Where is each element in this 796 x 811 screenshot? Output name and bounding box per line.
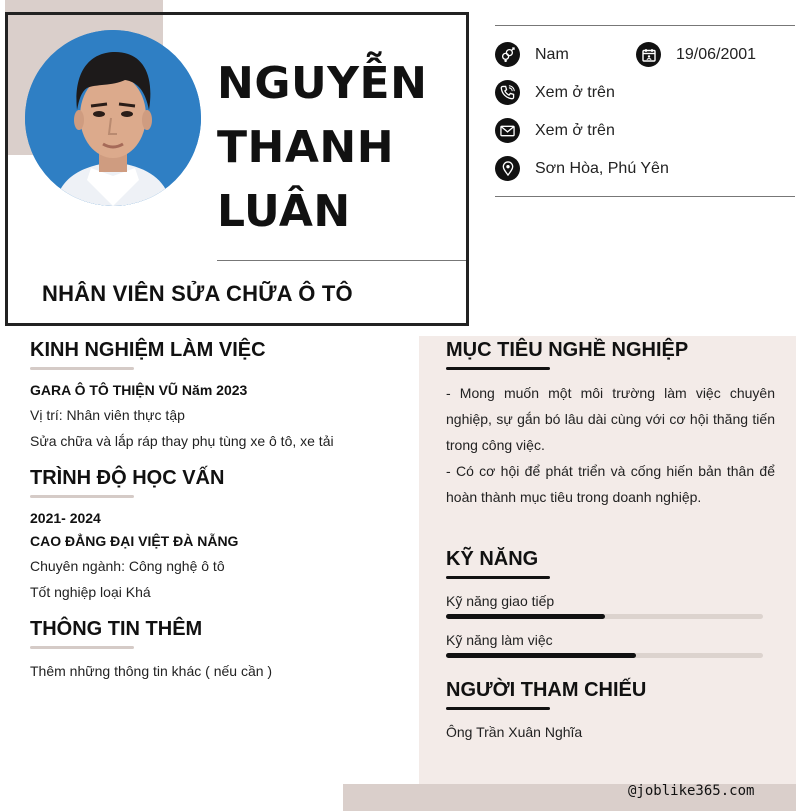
- education-title: TRÌNH ĐỘ HỌC VẤN: [30, 467, 225, 489]
- experience-title: KINH NGHIỆM LÀM VIỆC: [30, 339, 266, 361]
- contact-email: [495, 118, 615, 143]
- email-value: Xem ở trên: [535, 121, 615, 139]
- references-underline: [446, 707, 550, 710]
- objective-underline: [446, 367, 550, 370]
- gender-icon: [495, 42, 520, 67]
- address-value: Sơn Hòa, Phú Yên: [535, 159, 669, 177]
- email-icon: [495, 118, 520, 143]
- experience-underline: [30, 367, 134, 370]
- extra-info-underline: [30, 646, 134, 649]
- experience-description: Sửa chữa và lắp ráp thay phụ tùng xe ô tô, xe tải: [30, 433, 334, 449]
- location-pin-icon: [495, 156, 520, 181]
- objective-paragraph: - Có cơ hội để phát triển và cống hiến bản thân để hoàn thành mục tiêu trong doanh nghiệp.: [446, 463, 775, 505]
- name-line: THANH: [217, 122, 395, 173]
- phone-icon: [495, 80, 520, 105]
- education-school: CAO ĐẲNG ĐẠI VIỆT ĐÀ NẴNG: [30, 533, 239, 549]
- skill-bar: [446, 614, 763, 619]
- footer-site: @joblike365.com: [628, 783, 755, 799]
- skill-label: Kỹ năng làm việc: [446, 632, 553, 648]
- name-line: NGUYỄN: [217, 58, 428, 109]
- skill-bar-fill: [446, 653, 636, 658]
- calendar-icon: [636, 42, 661, 67]
- contact-phone: [495, 80, 615, 105]
- job-title: NHÂN VIÊN SỬA CHỮA Ô TÔ: [42, 281, 353, 306]
- contact-birthday: [636, 42, 756, 67]
- skill-bar-fill: [446, 614, 605, 619]
- education-underline: [30, 495, 134, 498]
- objective-text: [446, 380, 775, 510]
- contact-address: [495, 156, 669, 181]
- profile-photo: [25, 30, 201, 206]
- name-line: LUÂN: [217, 186, 351, 237]
- contact-gender: [495, 42, 569, 67]
- education-grade: Tốt nghiệp loại Khá: [30, 584, 151, 600]
- extra-info-title: THÔNG TIN THÊM: [30, 618, 203, 640]
- references-title: NGƯỜI THAM CHIẾU: [446, 679, 647, 701]
- skills-title: KỸ NĂNG: [446, 548, 539, 570]
- phone-value: Xem ở trên: [535, 83, 615, 101]
- education-years: 2021- 2024: [30, 510, 101, 526]
- birthday-value: 19/06/2001: [676, 45, 757, 63]
- objective-paragraph: - Mong muốn một môi trường làm việc chuyên nghiệp, sự gắn bó lâu dài cùng với cơ hội thăng tiến trong công việc.: [446, 385, 775, 453]
- skill-bar: [446, 653, 763, 658]
- skills-underline: [446, 576, 550, 579]
- extra-info-text: Thêm những thông tin khác ( nếu cần ): [30, 663, 273, 679]
- avatar: [25, 30, 201, 206]
- references-text: Ông Trần Xuân Nghĩa: [446, 724, 583, 740]
- objective-title: MỤC TIÊU NGHỀ NGHIỆP: [446, 339, 689, 361]
- skill-label: Kỹ năng giao tiếp: [446, 593, 555, 609]
- contact-bottom-divider: [495, 196, 795, 197]
- gender-value: Nam: [535, 45, 569, 63]
- education-major: Chuyên ngành: Công nghệ ô tô: [30, 558, 225, 574]
- experience-position: Vị trí: Nhân viên thực tập: [30, 407, 185, 423]
- name-divider: [217, 260, 466, 261]
- contact-top-divider: [495, 25, 795, 26]
- full-name: [217, 52, 457, 244]
- experience-company: GARA Ô TÔ THIỆN VŨ Năm 2023: [30, 382, 248, 398]
